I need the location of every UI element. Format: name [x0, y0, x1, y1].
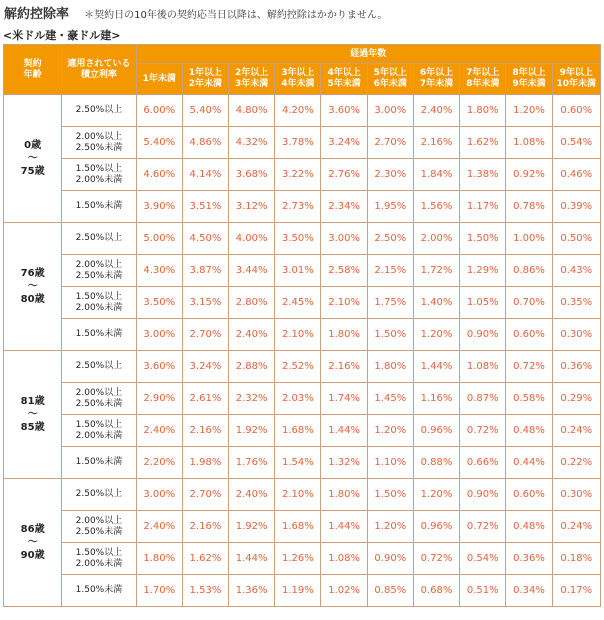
charge-rate-cell: 0.30%	[552, 319, 600, 351]
charge-rate-cell: 1.32%	[321, 447, 367, 479]
table-row	[4, 351, 601, 383]
charge-rate-cell: 2.61%	[182, 383, 228, 415]
charge-rate-cell: 3.24%	[321, 127, 367, 159]
charge-rate-cell: 4.00%	[229, 223, 275, 255]
charge-rate-cell: 0.60%	[552, 95, 600, 127]
rate-column-header	[62, 45, 136, 95]
charge-rate-cell: 1.92%	[229, 511, 275, 543]
rate-cell	[62, 575, 136, 607]
charge-rate-cell: 1.98%	[182, 447, 228, 479]
charge-rate-cell: 1.44%	[413, 351, 459, 383]
charge-rate-cell: 3.01%	[275, 255, 321, 287]
table-row	[4, 543, 601, 575]
charge-rate-cell: 2.50%	[367, 223, 413, 255]
table-row	[4, 159, 601, 191]
charge-rate-cell: 1.20%	[367, 511, 413, 543]
charge-rate-cell: 1.00%	[506, 223, 552, 255]
charge-rate-cell: 0.72%	[506, 351, 552, 383]
charge-rate-cell: 3.00%	[321, 223, 367, 255]
charge-rate-cell: 0.48%	[506, 415, 552, 447]
year-header-line: 9年未満	[512, 79, 546, 89]
year-header-line: 8年以上	[512, 68, 546, 78]
charge-rate-cell: 0.36%	[506, 543, 552, 575]
charge-rate-cell: 4.86%	[182, 127, 228, 159]
charge-rate-cell: 0.66%	[460, 447, 506, 479]
page-title-block	[4, 4, 387, 22]
rate-cell	[62, 95, 136, 127]
charge-rate-cell: 0.54%	[552, 127, 600, 159]
rate-line: 1.50%未満	[75, 457, 123, 467]
charge-rate-cell: 1.20%	[413, 319, 459, 351]
charge-rate-cell: 0.51%	[460, 575, 506, 607]
charge-rate-cell: 0.96%	[413, 511, 459, 543]
age-from: 81歳	[20, 396, 45, 407]
charge-rate-cell: 1.76%	[229, 447, 275, 479]
charge-rate-cell: 2.16%	[182, 511, 228, 543]
table-row	[4, 255, 601, 287]
charge-rate-cell: 2.10%	[275, 319, 321, 351]
year-column-header	[460, 64, 506, 95]
page-title: 解約控除率	[4, 7, 70, 22]
year-header-line: 6年以上	[419, 68, 454, 78]
charge-rate-cell: 0.54%	[460, 543, 506, 575]
charge-rate-cell: 1.50%	[367, 319, 413, 351]
charge-rate-cell: 1.50%	[460, 223, 506, 255]
year-column-header	[506, 64, 552, 95]
year-header-line: 5年未満	[327, 79, 361, 89]
charge-rate-cell: 1.45%	[367, 383, 413, 415]
age-range-separator: ～	[27, 281, 38, 292]
rate-line: 2.50%未満	[75, 398, 123, 409]
charge-rate-cell: 2.88%	[229, 351, 275, 383]
charge-rate-cell: 2.16%	[182, 415, 228, 447]
age-range-cell	[4, 351, 62, 479]
charge-rate-cell: 2.10%	[275, 479, 321, 511]
charge-rate-cell: 0.29%	[552, 383, 600, 415]
charge-rate-cell: 0.39%	[552, 191, 600, 223]
year-header-line: 7年未満	[419, 79, 454, 89]
charge-rate-cell: 2.70%	[367, 127, 413, 159]
charge-rate-cell: 0.86%	[506, 255, 552, 287]
charge-rate-cell: 2.80%	[229, 287, 275, 319]
charge-rate-cell: 0.34%	[506, 575, 552, 607]
charge-rate-cell: 1.26%	[275, 543, 321, 575]
rate-line: 1.50%以上	[75, 547, 123, 558]
charge-rate-cell: 3.12%	[229, 191, 275, 223]
rate-cell	[62, 127, 136, 159]
charge-rate-cell: 0.87%	[460, 383, 506, 415]
charge-rate-cell: 0.22%	[552, 447, 600, 479]
charge-rate-cell: 5.00%	[136, 223, 182, 255]
year-header-line: 10年未満	[556, 79, 597, 89]
charge-rate-cell: 0.36%	[552, 351, 600, 383]
charge-rate-cell: 0.24%	[552, 415, 600, 447]
charge-rate-cell: 3.60%	[321, 95, 367, 127]
age-range-cell	[4, 95, 62, 223]
age-range-separator: ～	[27, 409, 38, 420]
charge-rate-cell: 2.70%	[182, 479, 228, 511]
charge-rate-cell: 4.60%	[136, 159, 182, 191]
charge-rate-cell: 1.20%	[506, 95, 552, 127]
charge-rate-cell: 2.73%	[275, 191, 321, 223]
charge-rate-cell: 2.76%	[321, 159, 367, 191]
age-from: 0歳	[24, 140, 42, 151]
year-header-line: 4年以上	[327, 68, 361, 78]
rate-cell	[62, 415, 136, 447]
charge-rate-cell: 3.68%	[229, 159, 275, 191]
rate-cell	[62, 159, 136, 191]
table-row	[4, 191, 601, 223]
charge-rate-cell: 5.40%	[136, 127, 182, 159]
charge-rate-cell: 1.40%	[413, 287, 459, 319]
rate-cell	[62, 255, 136, 287]
charge-rate-cell: 0.96%	[413, 415, 459, 447]
rate-line: 2.50%以上	[75, 489, 123, 499]
rate-line: 2.50%以上	[75, 361, 123, 371]
year-header-line: 3年以上	[281, 68, 315, 78]
charge-rate-cell: 1.84%	[413, 159, 459, 191]
charge-rate-cell: 1.80%	[321, 479, 367, 511]
age-range-cell	[4, 479, 62, 607]
charge-rate-cell: 1.56%	[413, 191, 459, 223]
table-row	[4, 95, 601, 127]
charge-rate-cell: 1.80%	[460, 95, 506, 127]
table-header	[4, 45, 601, 95]
rate-header-line: 積立利率	[80, 69, 117, 80]
charge-rate-cell: 0.85%	[367, 575, 413, 607]
charge-rate-cell: 3.00%	[136, 319, 182, 351]
year-column-header	[321, 64, 367, 95]
charge-rate-cell: 2.16%	[321, 351, 367, 383]
year-column-header	[367, 64, 413, 95]
table-row	[4, 447, 601, 479]
rate-line: 1.50%未満	[75, 201, 123, 211]
table-row	[4, 415, 601, 447]
charge-rate-cell: 1.44%	[321, 511, 367, 543]
charge-rate-cell: 3.87%	[182, 255, 228, 287]
charge-rate-cell: 2.40%	[229, 319, 275, 351]
charge-rate-cell: 1.95%	[367, 191, 413, 223]
rate-cell	[62, 287, 136, 319]
table-subtitle: <米ドル建・豪ドル建>	[3, 29, 121, 42]
age-to: 75歳	[20, 166, 45, 177]
age-from: 86歳	[20, 524, 45, 535]
year-header-line: 4年未満	[281, 79, 315, 89]
charge-rate-cell: 3.00%	[136, 479, 182, 511]
charge-rate-cell: 2.15%	[367, 255, 413, 287]
charge-rate-cell: 1.68%	[275, 511, 321, 543]
age-column-header	[4, 45, 62, 95]
rate-header-line: 適用されている	[67, 58, 131, 69]
year-header-line: 1年未満	[142, 73, 176, 84]
rate-line: 1.50%未満	[75, 585, 123, 595]
charge-rate-cell: 3.60%	[136, 351, 182, 383]
year-header-line: 8年未満	[466, 79, 500, 89]
charge-rate-cell: 2.40%	[229, 479, 275, 511]
year-column-header	[275, 64, 321, 95]
charge-rate-cell: 1.17%	[460, 191, 506, 223]
charge-rate-cell: 2.40%	[136, 415, 182, 447]
year-column-header	[552, 64, 600, 95]
charge-rate-cell: 4.20%	[275, 95, 321, 127]
rate-cell	[62, 447, 136, 479]
charge-rate-cell: 4.30%	[136, 255, 182, 287]
table-row	[4, 223, 601, 255]
age-to: 90歳	[20, 550, 45, 561]
charge-rate-cell: 1.62%	[460, 127, 506, 159]
charge-rate-cell: 1.92%	[229, 415, 275, 447]
age-range-separator: ～	[27, 153, 38, 164]
charge-rate-cell: 0.48%	[506, 511, 552, 543]
year-column-header	[136, 64, 182, 95]
charge-rate-cell: 3.50%	[275, 223, 321, 255]
table-row	[4, 287, 601, 319]
charge-rate-cell: 2.10%	[321, 287, 367, 319]
charge-rate-cell: 2.90%	[136, 383, 182, 415]
charge-rate-cell: 1.50%	[367, 479, 413, 511]
title-note: ＊契約日の10年後の契約応当日以降は、解約控除はかかりません。	[84, 10, 388, 21]
charge-rate-cell: 0.58%	[506, 383, 552, 415]
charge-rate-cell: 1.80%	[321, 319, 367, 351]
rate-cell	[62, 383, 136, 415]
charge-rate-cell: 6.00%	[136, 95, 182, 127]
charge-rate-cell: 2.40%	[136, 511, 182, 543]
charge-rate-cell: 1.80%	[136, 543, 182, 575]
age-header-line: 年齢	[23, 69, 42, 80]
charge-rate-cell: 0.60%	[506, 319, 552, 351]
charge-rate-cell: 4.80%	[229, 95, 275, 127]
charge-rate-cell: 0.72%	[460, 415, 506, 447]
charge-rate-cell: 0.70%	[506, 287, 552, 319]
charge-rate-cell: 1.08%	[506, 127, 552, 159]
rate-cell	[62, 511, 136, 543]
year-header-line: 7年以上	[466, 68, 500, 78]
charge-rate-cell: 0.90%	[460, 479, 506, 511]
rate-cell	[62, 223, 136, 255]
rate-line: 2.50%未満	[75, 142, 123, 153]
charge-rate-cell: 4.14%	[182, 159, 228, 191]
rate-line: 1.50%未満	[75, 329, 123, 339]
charge-rate-cell: 0.68%	[413, 575, 459, 607]
charge-rate-cell: 1.16%	[413, 383, 459, 415]
charge-rate-cell: 5.40%	[182, 95, 228, 127]
charge-rate-cell: 0.72%	[413, 543, 459, 575]
charge-rate-cell: 3.00%	[367, 95, 413, 127]
charge-rate-cell: 0.18%	[552, 543, 600, 575]
year-column-header	[229, 64, 275, 95]
charge-rate-cell: 0.46%	[552, 159, 600, 191]
age-range-separator: ～	[27, 537, 38, 548]
charge-rate-cell: 1.08%	[321, 543, 367, 575]
charge-rate-cell: 0.35%	[552, 287, 600, 319]
charge-rate-cell: 4.32%	[229, 127, 275, 159]
charge-rate-cell: 1.44%	[321, 415, 367, 447]
year-header-line: 2年以上	[235, 68, 269, 78]
charge-rate-cell: 1.20%	[413, 479, 459, 511]
charge-rate-cell: 1.72%	[413, 255, 459, 287]
charge-rate-cell: 0.60%	[506, 479, 552, 511]
charge-rate-cell: 2.16%	[413, 127, 459, 159]
rate-line: 2.00%以上	[75, 387, 123, 398]
charge-rate-cell: 0.44%	[506, 447, 552, 479]
charge-rate-cell: 2.52%	[275, 351, 321, 383]
rate-line: 2.50%以上	[75, 233, 123, 243]
table-body	[4, 95, 601, 607]
charge-rate-cell: 2.40%	[413, 95, 459, 127]
charge-rate-cell: 3.15%	[182, 287, 228, 319]
charge-rate-cell: 2.03%	[275, 383, 321, 415]
table-row	[4, 511, 601, 543]
charge-rate-cell: 0.92%	[506, 159, 552, 191]
charge-rate-cell: 1.08%	[460, 351, 506, 383]
charge-rate-cell: 1.38%	[460, 159, 506, 191]
charge-rate-cell: 3.78%	[275, 127, 321, 159]
charge-rate-cell: 1.70%	[136, 575, 182, 607]
charge-rate-cell: 3.51%	[182, 191, 228, 223]
charge-rate-cell: 2.34%	[321, 191, 367, 223]
charge-rate-cell: 0.72%	[460, 511, 506, 543]
table-row	[4, 383, 601, 415]
surrender-charge-table	[3, 44, 601, 607]
rate-cell	[62, 479, 136, 511]
charge-rate-cell: 3.22%	[275, 159, 321, 191]
charge-rate-cell: 3.90%	[136, 191, 182, 223]
rate-line: 2.00%以上	[75, 515, 123, 526]
rate-line: 2.00%未満	[75, 302, 123, 313]
charge-rate-cell: 2.58%	[321, 255, 367, 287]
age-to: 85歳	[20, 422, 45, 433]
rate-cell	[62, 543, 136, 575]
charge-rate-cell: 0.43%	[552, 255, 600, 287]
charge-rate-cell: 2.70%	[182, 319, 228, 351]
charge-rate-cell: 3.24%	[182, 351, 228, 383]
year-header-line: 1年以上	[188, 68, 223, 78]
charge-rate-cell: 3.44%	[229, 255, 275, 287]
age-to: 80歳	[20, 294, 45, 305]
charge-rate-cell: 1.20%	[367, 415, 413, 447]
rate-line: 2.00%未満	[75, 174, 123, 185]
charge-rate-cell: 1.10%	[367, 447, 413, 479]
rate-line: 2.50%以上	[75, 105, 123, 115]
year-header-line: 6年未満	[373, 79, 407, 89]
charge-rate-cell: 0.50%	[552, 223, 600, 255]
charge-rate-cell: 3.50%	[136, 287, 182, 319]
rate-line: 2.50%未満	[75, 270, 123, 281]
charge-rate-cell: 2.32%	[229, 383, 275, 415]
rate-line: 1.50%以上	[75, 163, 123, 174]
charge-rate-cell: 1.53%	[182, 575, 228, 607]
rate-line: 2.00%未満	[75, 430, 123, 441]
charge-rate-cell: 1.62%	[182, 543, 228, 575]
rate-cell	[62, 351, 136, 383]
rate-line: 1.50%以上	[75, 291, 123, 302]
elapsed-years-header: 経過年数	[136, 45, 600, 64]
rate-line: 2.00%未満	[75, 558, 123, 569]
year-header-line: 2年未満	[188, 79, 223, 89]
rate-line: 2.50%未満	[75, 526, 123, 537]
charge-rate-cell: 1.29%	[460, 255, 506, 287]
rate-cell	[62, 191, 136, 223]
rate-line: 2.00%以上	[75, 131, 123, 142]
table-row	[4, 479, 601, 511]
charge-rate-cell: 4.50%	[182, 223, 228, 255]
year-header-line: 5年以上	[373, 68, 407, 78]
charge-rate-cell: 1.75%	[367, 287, 413, 319]
charge-rate-cell: 1.36%	[229, 575, 275, 607]
table-row	[4, 127, 601, 159]
charge-rate-cell: 1.19%	[275, 575, 321, 607]
charge-rate-cell: 0.24%	[552, 511, 600, 543]
age-range-cell	[4, 223, 62, 351]
charge-rate-cell: 1.44%	[229, 543, 275, 575]
charge-rate-cell: 1.74%	[321, 383, 367, 415]
age-from: 76歳	[20, 268, 45, 279]
charge-rate-cell: 2.00%	[413, 223, 459, 255]
charge-rate-cell: 0.17%	[552, 575, 600, 607]
charge-rate-cell: 2.20%	[136, 447, 182, 479]
year-column-header	[413, 64, 459, 95]
year-header-line: 3年未満	[235, 79, 269, 89]
table-row	[4, 319, 601, 351]
rate-line: 1.50%以上	[75, 419, 123, 430]
charge-rate-cell: 0.90%	[460, 319, 506, 351]
charge-rate-cell: 0.30%	[552, 479, 600, 511]
charge-rate-cell: 2.45%	[275, 287, 321, 319]
year-header-line: 9年以上	[559, 68, 593, 78]
charge-rate-cell: 2.30%	[367, 159, 413, 191]
rate-line: 2.00%以上	[75, 259, 123, 270]
year-column-header	[182, 64, 228, 95]
charge-rate-cell: 0.88%	[413, 447, 459, 479]
charge-rate-cell: 1.02%	[321, 575, 367, 607]
charge-rate-cell: 1.54%	[275, 447, 321, 479]
charge-rate-cell: 1.68%	[275, 415, 321, 447]
age-header-line: 契約	[23, 58, 42, 69]
table-row	[4, 575, 601, 607]
rate-cell	[62, 319, 136, 351]
charge-rate-cell: 0.90%	[367, 543, 413, 575]
charge-rate-cell: 1.05%	[460, 287, 506, 319]
charge-rate-cell: 1.80%	[367, 351, 413, 383]
charge-rate-cell: 0.78%	[506, 191, 552, 223]
